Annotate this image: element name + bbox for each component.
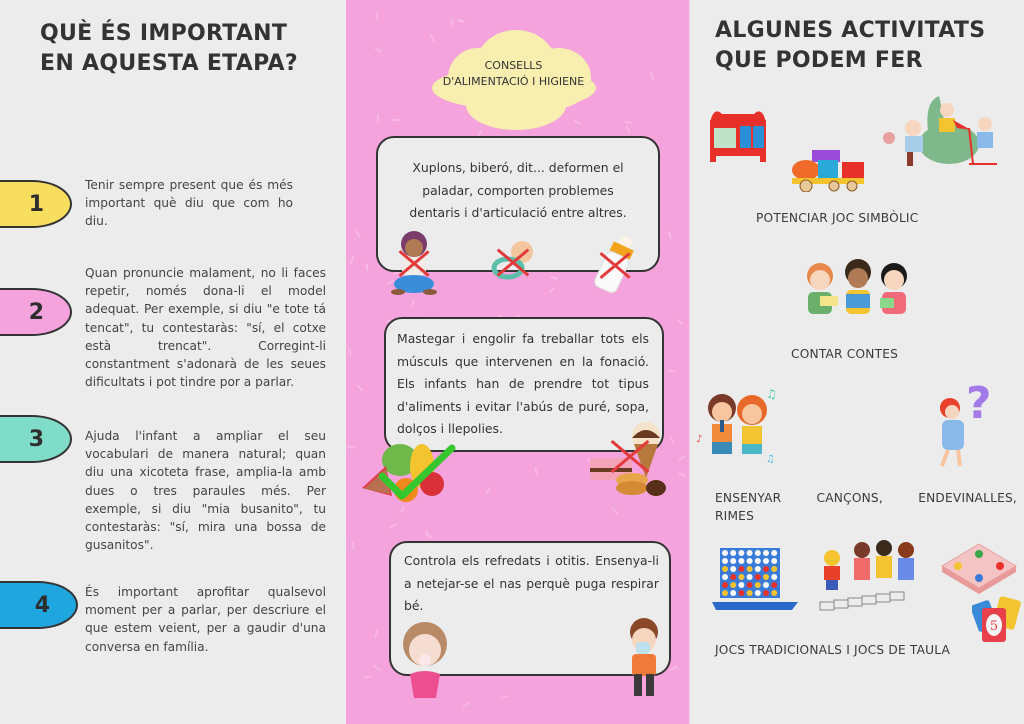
connect-four-disc [771, 582, 777, 588]
advice-card-1-text: Xuplons, biberó, dit... deformen el paladar, comporten problemes dentaris i d'articulació entre altres. [409, 160, 627, 220]
hopscotch-kids-icon [808, 538, 924, 618]
uno-card-number: 5 [989, 619, 999, 634]
sprinkle [462, 702, 470, 708]
kids-singing-icon [696, 388, 780, 472]
connect-four-disc [771, 566, 777, 572]
tip-1-badge [0, 180, 72, 228]
connect-four-disc [755, 566, 761, 572]
right-column [689, 0, 1024, 724]
cloud-title-line1: CONSELLS [484, 59, 543, 72]
sprinkle [485, 487, 490, 495]
right-heading-line2: QUE PODEM FER [715, 48, 923, 73]
connect-four-disc [722, 590, 728, 596]
tip-1-number: 1 [28, 191, 44, 217]
sprinkle [625, 125, 631, 133]
tip-4-text: És important aprofitar qualsevol moment per a parlar, per descriure el que estem veient, per a gaudir d'una conversa en família. [85, 585, 326, 654]
sprinkle [676, 318, 683, 325]
connect-four-disc [747, 574, 753, 580]
connect-four-disc [747, 566, 753, 572]
connect-four-disc [730, 590, 736, 596]
sprinkle [678, 473, 686, 478]
sprinkle [667, 370, 675, 373]
sprinkle [550, 276, 558, 280]
fruits-vegetables-icon [360, 436, 460, 502]
sprinkle [649, 72, 653, 80]
connect-four-disc [738, 590, 744, 596]
connect-four-disc [755, 582, 761, 588]
connect-four-disc [747, 582, 753, 588]
right-heading [715, 16, 985, 76]
tip-2-number: 2 [28, 299, 44, 325]
left-heading-line2: EN AQUESTA ETAPA? [40, 51, 298, 76]
sprinkle [425, 530, 431, 538]
ludo-board-icon [940, 540, 1018, 600]
sprinkle [356, 384, 363, 391]
thumb-sucking-child-icon [390, 228, 438, 298]
tip-3-number: 3 [28, 426, 44, 452]
connect-four-disc [722, 582, 728, 588]
connect-four-disc [771, 574, 777, 580]
sprinkle [668, 231, 672, 239]
connect-four-disc [738, 558, 744, 564]
sprinkle [499, 695, 507, 700]
left-column [0, 0, 346, 724]
tip-2-text: Quan pronuncie malament, no li faces repetir, només dona-li el model adequat. Per exemple, si diu "e tote tá tencat", tu contestaràs: "sí, el cotxe està trencat". Corregint-li constantment s'adonarà de les seues dificultats i pot tindre por a parlar. [85, 266, 326, 390]
connect-four-disc [738, 550, 744, 556]
cloud-title-text [426, 58, 601, 90]
connect-four-disc [747, 590, 753, 596]
connect-four-disc [747, 558, 753, 564]
activity-3-label-line2: RIMES [715, 509, 755, 523]
connect-four-disc [771, 550, 777, 556]
girl-blowing-nose-icon [400, 620, 450, 698]
sprinkle [374, 630, 378, 638]
connect-four-disc [763, 550, 769, 556]
connect-four-disc [730, 574, 736, 580]
toy-train-icon [790, 148, 866, 192]
svg-text:♫: ♫ [766, 454, 775, 465]
sprinkle [348, 348, 351, 356]
girl-question-icon [928, 378, 1004, 472]
connect-four-disc [763, 566, 769, 572]
connect-four-disc [722, 574, 728, 580]
activity-3-label-line1: ENSENYAR CANÇONS, ENDEVINALLES, [715, 491, 1017, 505]
left-heading-line1: QUÈ ÉS IMPORTANT [40, 21, 288, 46]
toy-kitchen-icon [708, 106, 768, 162]
connect-four-disc [763, 558, 769, 564]
sprinkle [548, 287, 555, 294]
uno-cards-icon [972, 596, 1022, 646]
sprinkle [412, 299, 415, 307]
sprinkle [624, 121, 632, 124]
connect-four-disc [730, 566, 736, 572]
boy-blowing-nose-icon [622, 618, 666, 702]
sprinkle [374, 47, 382, 53]
sweets-icon [584, 418, 674, 500]
tip-1-text: Tenir sempre present que és més important què diu que com ho diu. [85, 178, 293, 229]
sprinkle [392, 119, 400, 121]
cloud-title [426, 18, 601, 128]
sprinkle [366, 263, 369, 271]
right-heading-line1: ALGUNES ACTIVITATS [715, 18, 986, 43]
tip-3-badge [0, 415, 72, 463]
connect-four-disc [722, 550, 728, 556]
left-heading [40, 19, 298, 79]
sprinkle [373, 664, 380, 671]
sprinkle [534, 467, 539, 475]
connect-four-disc [755, 550, 761, 556]
connect-four-disc [730, 550, 736, 556]
connect-four-disc [771, 558, 777, 564]
advice-card-3-text: Controla els refredats i otitis. Ensenya-li a netejar-se el nas perquè puga respirar bé. [404, 553, 659, 613]
activity-4-label: JOCS TRADICIONALS I JOCS DE TAULA [715, 643, 951, 657]
connect-four-disc [738, 566, 744, 572]
connect-four-disc [771, 590, 777, 596]
connect-four-disc [747, 550, 753, 556]
connect-four-disc [738, 582, 744, 588]
connect-four-disc [730, 558, 736, 564]
sprinkle [376, 12, 379, 20]
sprinkle [377, 114, 379, 122]
connect-four-disc [763, 590, 769, 596]
svg-text:♫: ♫ [766, 388, 777, 401]
activity-2-label: CONTAR CONTES [791, 347, 899, 361]
tip-3-text: Ajuda l'infant a ampliar el seu vocabulari de manera natural; quan diu una xicoteta frase, amplia-la amb dues o tres paraules més. Per exemple, si diu "mia busanito", tu contestaràs: "sí, mira una bossa de gusanitos". [85, 429, 326, 553]
connect-four-disc [722, 558, 728, 564]
middle-column [346, 0, 689, 724]
connect-four-disc [755, 558, 761, 564]
connect-four-disc [763, 582, 769, 588]
connect-four-disc [730, 582, 736, 588]
baby-bottle-icon [591, 232, 639, 298]
kids-reading-icon [800, 258, 916, 328]
connect-four-icon [712, 546, 798, 610]
sprinkle [355, 230, 360, 238]
svg-text:?: ? [966, 378, 992, 429]
kids-playing-icon [883, 88, 1007, 174]
sprinkle [351, 541, 354, 549]
sprinkle [389, 523, 397, 528]
tip-4-number: 4 [34, 592, 50, 618]
sprinkle [678, 455, 686, 461]
connect-four-disc [722, 566, 728, 572]
sprinkle [363, 676, 371, 679]
activity-1-label: POTENCIAR JOC SIMBÒLIC [756, 211, 919, 225]
sprinkle [670, 666, 678, 671]
sprinkle [350, 256, 354, 264]
sprinkle [399, 506, 405, 514]
connect-four-disc [755, 574, 761, 580]
tip-4-badge [0, 581, 78, 629]
advice-card-2-text: Mastegar i engolir fa treballar tots els músculs que intervenen en la fonació. Els infants han de prendre tot tipus d'aliments i evitar l'abús de puré, sopa, dolços i llepolies. [397, 331, 649, 436]
tip-2-badge [0, 288, 72, 336]
sprinkle [611, 507, 618, 514]
connect-four-disc [763, 574, 769, 580]
connect-four-disc [755, 590, 761, 596]
svg-text:♪: ♪ [696, 434, 703, 445]
connect-four-disc [738, 574, 744, 580]
pacifier-icon [488, 238, 538, 286]
cloud-title-line2: D'ALIMENTACIÓ I HIGIENE [442, 75, 585, 88]
sprinkle [347, 445, 355, 449]
